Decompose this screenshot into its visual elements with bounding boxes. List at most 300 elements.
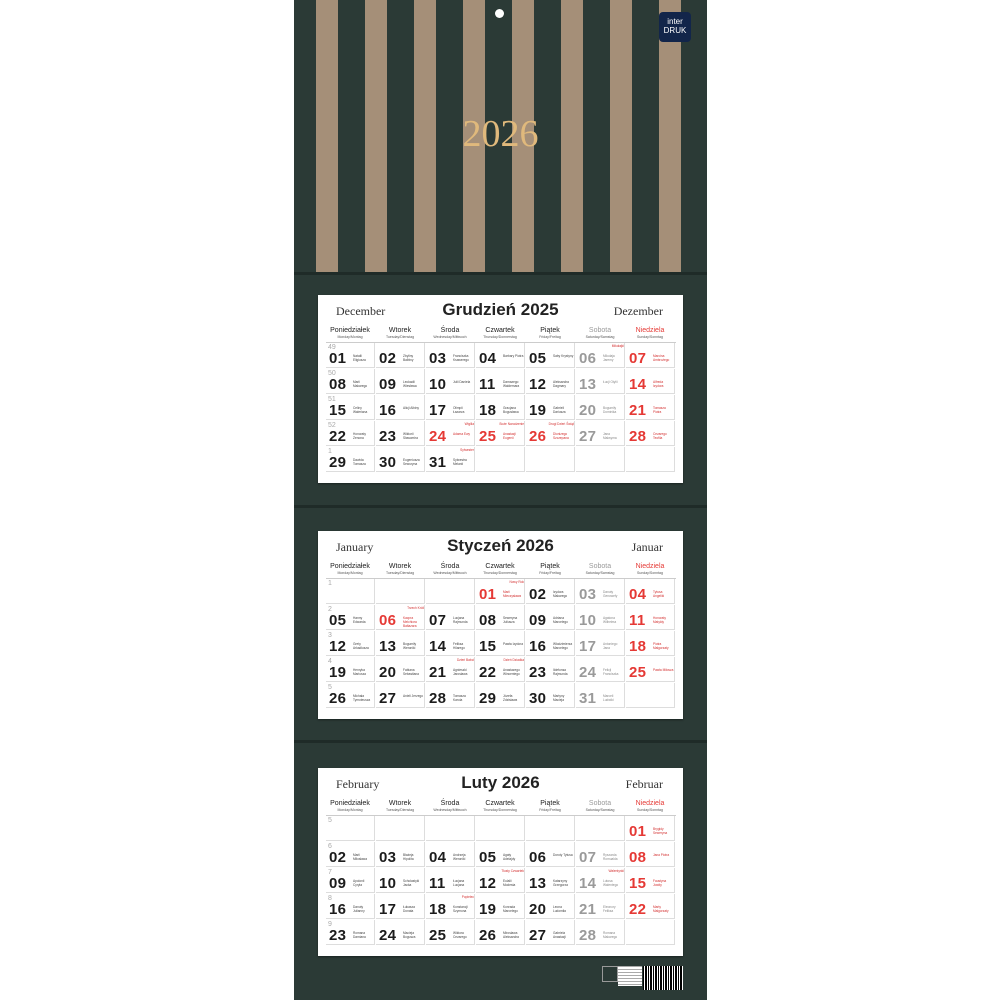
day-number: 17 bbox=[379, 901, 397, 918]
month-title-de: Januar bbox=[631, 540, 663, 554]
holiday-label: Walentynki bbox=[608, 869, 624, 873]
day-cell bbox=[426, 894, 475, 919]
day-cell bbox=[476, 842, 525, 867]
day-number: 19 bbox=[529, 402, 547, 419]
weekday-name: Piątek bbox=[540, 800, 560, 807]
day-cell bbox=[426, 369, 475, 394]
day-cell bbox=[626, 343, 675, 368]
holiday-label: Boże Narodzenie bbox=[499, 422, 524, 426]
day-number: 27 bbox=[579, 428, 597, 445]
name-day: Gabriela Anastazji bbox=[553, 931, 566, 939]
day-cell bbox=[426, 842, 475, 867]
day-number: 20 bbox=[529, 901, 547, 918]
name-day: Dawida Tomasza bbox=[353, 458, 366, 466]
day-cell bbox=[376, 920, 425, 945]
day-cell bbox=[626, 842, 675, 867]
holiday-label: Sylwester bbox=[460, 448, 474, 452]
day-number: 30 bbox=[529, 690, 547, 707]
day-cell bbox=[476, 816, 525, 841]
day-cell bbox=[376, 868, 425, 893]
weekday-header bbox=[426, 327, 474, 340]
week-number: 9 bbox=[328, 921, 332, 928]
day-cell bbox=[576, 868, 625, 893]
day-number: 08 bbox=[479, 612, 497, 629]
hanging-hole bbox=[495, 9, 504, 18]
day-cell bbox=[376, 657, 425, 682]
name-day: Danuty Julianny bbox=[353, 905, 365, 913]
brand-logo bbox=[659, 12, 691, 42]
day-number: 27 bbox=[379, 690, 397, 707]
name-day: Wiktorii Sławomira bbox=[403, 432, 418, 440]
day-cell bbox=[426, 421, 475, 446]
day-cell bbox=[476, 631, 525, 656]
week-number: 51 bbox=[328, 396, 336, 403]
week-number: 4 bbox=[328, 658, 332, 665]
day-number: 19 bbox=[479, 901, 497, 918]
day-cell bbox=[476, 343, 525, 368]
day-number: 27 bbox=[529, 927, 547, 944]
month-title: Styczeń 2026 bbox=[447, 536, 554, 555]
month-header bbox=[318, 772, 683, 796]
day-number: 31 bbox=[579, 690, 597, 707]
name-day: Anieli Jerzego bbox=[403, 694, 424, 698]
month-header bbox=[318, 299, 683, 323]
name-day: Brygidy Seweryna bbox=[653, 827, 668, 835]
day-cell bbox=[476, 605, 525, 630]
day-cell bbox=[326, 683, 375, 708]
weekday-header bbox=[626, 563, 674, 576]
day-cell bbox=[526, 605, 575, 630]
day-number: 24 bbox=[429, 428, 447, 445]
name-day: Olimpii Łazarza bbox=[453, 406, 465, 414]
name-day: Aleksandra Dagmary bbox=[553, 380, 569, 388]
name-day: Gabrieli Dariusza bbox=[553, 406, 566, 414]
name-day: Jana Maksyma bbox=[603, 432, 617, 440]
name-day: Ryszarda Romualda bbox=[603, 853, 618, 861]
month-title-en: January bbox=[336, 540, 374, 554]
day-number: 16 bbox=[379, 402, 397, 419]
day-cell bbox=[626, 631, 675, 656]
day-number: 29 bbox=[329, 454, 347, 471]
weekday-name: Sobota bbox=[588, 800, 612, 807]
day-number: 24 bbox=[379, 927, 397, 944]
name-day: Pawła Miłosza bbox=[653, 668, 674, 672]
weekday-name: Środa bbox=[440, 800, 460, 807]
day-cell bbox=[376, 421, 425, 446]
weekday-name-translation: Friday/Freitag bbox=[539, 571, 561, 575]
name-day: Sylwestra Melanii bbox=[453, 458, 467, 466]
name-day: Barbary Piotra bbox=[503, 354, 524, 358]
name-day: Mirosława Aleksandra bbox=[503, 931, 519, 939]
name-day: Jana Piotra bbox=[653, 853, 670, 857]
day-number: 25 bbox=[479, 428, 497, 445]
weekday-name: Czwartek bbox=[485, 563, 515, 570]
day-cell bbox=[376, 683, 425, 708]
day-number: 29 bbox=[479, 690, 497, 707]
day-number: 07 bbox=[629, 350, 647, 367]
day-cell bbox=[576, 842, 625, 867]
day-cell bbox=[576, 894, 625, 919]
holiday-label: Tłusty Czwartek bbox=[501, 869, 524, 873]
day-cell bbox=[476, 395, 525, 420]
weekday-name: Niedziela bbox=[635, 327, 665, 334]
day-number: 09 bbox=[329, 875, 347, 892]
day-number: 22 bbox=[329, 428, 347, 445]
day-number: 02 bbox=[529, 586, 547, 603]
day-number: 22 bbox=[629, 901, 647, 918]
day-number: 13 bbox=[379, 638, 397, 655]
day-number: 03 bbox=[579, 586, 597, 603]
day-number: 11 bbox=[479, 376, 496, 393]
weekday-header bbox=[576, 563, 624, 576]
name-day: Agatona Wilhelma bbox=[603, 616, 617, 624]
weekday-header bbox=[326, 800, 374, 813]
day-cell bbox=[426, 579, 475, 604]
day-number: 11 bbox=[629, 612, 646, 629]
day-number: 06 bbox=[529, 849, 547, 866]
name-day: Łucji Otylii bbox=[603, 380, 618, 384]
day-cell bbox=[376, 579, 425, 604]
day-cell bbox=[526, 447, 575, 472]
day-cell bbox=[326, 343, 375, 368]
day-number: 14 bbox=[579, 875, 597, 892]
day-number: 17 bbox=[579, 638, 597, 655]
name-day: Kacpra Melchiora Baltazara bbox=[403, 616, 417, 628]
day-cell bbox=[526, 343, 575, 368]
name-day: Macieja Bogusza bbox=[403, 931, 416, 939]
weekday-header bbox=[476, 327, 524, 340]
name-day: Romana Makarego bbox=[603, 931, 618, 939]
weekday-name: Wtorek bbox=[388, 327, 412, 334]
day-number: 24 bbox=[579, 664, 597, 681]
day-grid bbox=[326, 815, 676, 946]
day-number: 05 bbox=[529, 350, 547, 367]
day-number: 04 bbox=[479, 350, 497, 367]
day-cell bbox=[626, 369, 675, 394]
name-day: Piotra Małgorzaty bbox=[653, 642, 669, 650]
day-cell bbox=[326, 920, 375, 945]
day-number: 08 bbox=[329, 376, 347, 393]
day-number: 18 bbox=[629, 638, 647, 655]
week-number: 50 bbox=[328, 370, 336, 377]
day-grid bbox=[326, 342, 676, 473]
name-day: Bogumiły Dominika bbox=[603, 406, 617, 414]
day-number: 12 bbox=[479, 875, 497, 892]
day-number: 17 bbox=[429, 402, 447, 419]
day-number: 14 bbox=[629, 376, 647, 393]
weekday-header-row bbox=[326, 327, 676, 341]
day-cell bbox=[426, 868, 475, 893]
day-cell bbox=[526, 683, 575, 708]
day-number: 23 bbox=[329, 927, 347, 944]
weekday-name: Sobota bbox=[588, 563, 612, 570]
day-number: 06 bbox=[379, 612, 397, 629]
weekday-name: Środa bbox=[440, 563, 460, 570]
name-day: Lutosa Walentego bbox=[603, 879, 619, 887]
name-day: Scholastyki Jacka bbox=[403, 879, 420, 887]
day-number: 20 bbox=[379, 664, 397, 681]
day-number: 09 bbox=[379, 376, 397, 393]
day-cell bbox=[476, 447, 525, 472]
name-day: Ildefonsa Rajmunda bbox=[553, 668, 568, 676]
day-cell bbox=[376, 631, 425, 656]
name-day: Marii Makarego bbox=[353, 380, 368, 388]
day-cell bbox=[326, 421, 375, 446]
day-cell bbox=[326, 605, 375, 630]
weekday-name-translation: Friday/Freitag bbox=[539, 808, 561, 812]
week-number: 1 bbox=[328, 580, 332, 587]
name-day: Damazego Waldemara bbox=[503, 380, 520, 388]
day-cell bbox=[426, 920, 475, 945]
recycle-icon bbox=[602, 966, 618, 982]
day-cell bbox=[376, 343, 425, 368]
weekday-header bbox=[326, 327, 374, 340]
weekday-header bbox=[526, 327, 574, 340]
name-day: Agaty Adelajdy bbox=[503, 853, 516, 861]
name-day: Włodzimierza Marcelego bbox=[553, 642, 573, 650]
name-day: Alicji Albiny bbox=[403, 406, 419, 410]
name-day: Łucjana Lucjana bbox=[453, 879, 465, 887]
weekday-name: Piątek bbox=[540, 327, 560, 334]
day-cell bbox=[626, 894, 675, 919]
divider-band bbox=[294, 505, 707, 508]
barcode-icon bbox=[643, 966, 683, 990]
week-number: 2 bbox=[328, 606, 332, 613]
week-number: 1 bbox=[328, 448, 332, 455]
day-cell bbox=[526, 816, 575, 841]
name-day: Marcina Ambrożego bbox=[653, 354, 670, 362]
day-number: 05 bbox=[479, 849, 497, 866]
day-number: 10 bbox=[379, 875, 397, 892]
weekday-header bbox=[476, 563, 524, 576]
weekday-header bbox=[376, 327, 424, 340]
weekday-name-translation: Sunday/Sonntag bbox=[637, 808, 663, 812]
day-cell bbox=[376, 447, 425, 472]
weekday-header bbox=[376, 563, 424, 576]
day-number: 15 bbox=[329, 402, 347, 419]
weekday-name: Sobota bbox=[588, 327, 612, 334]
day-cell bbox=[526, 421, 575, 446]
name-day: Saby Krystyny bbox=[553, 354, 574, 358]
day-number: 21 bbox=[429, 664, 447, 681]
name-day: Grety Arkadiusza bbox=[353, 642, 369, 650]
name-day: Marii Mieczysława bbox=[503, 590, 522, 598]
name-day: Gracjana Bogusława bbox=[503, 406, 519, 414]
name-day: Anastazji Eugenii bbox=[503, 432, 516, 440]
week-number: 52 bbox=[328, 422, 336, 429]
name-day: Celiny Walerianа bbox=[353, 406, 368, 414]
weekday-header bbox=[426, 800, 474, 813]
day-cell bbox=[576, 421, 625, 446]
day-number: 25 bbox=[629, 664, 647, 681]
name-day: Feliksa Hilarego bbox=[453, 642, 465, 650]
weekday-name-translation: Friday/Freitag bbox=[539, 335, 561, 339]
day-number: 18 bbox=[429, 901, 447, 918]
day-number: 30 bbox=[379, 454, 397, 471]
weekday-name-translation: Saturday/Samstag bbox=[585, 808, 615, 812]
name-day: Agnieszki Jarosława bbox=[453, 668, 468, 676]
name-day: Konstancji Szymona bbox=[453, 905, 468, 913]
day-number: 01 bbox=[329, 350, 347, 367]
month-header bbox=[318, 535, 683, 559]
name-day: Apolonii Cyryla bbox=[353, 879, 365, 887]
day-number: 19 bbox=[329, 664, 347, 681]
weekday-name-translation: Monday/Montag bbox=[337, 571, 363, 575]
divider-band bbox=[294, 272, 707, 275]
day-cell bbox=[626, 395, 675, 420]
day-number: 12 bbox=[329, 638, 347, 655]
day-number: 04 bbox=[429, 849, 447, 866]
day-cell bbox=[376, 369, 425, 394]
day-cell bbox=[626, 816, 675, 841]
day-cell bbox=[626, 447, 675, 472]
weekday-header bbox=[376, 800, 424, 813]
name-day: Tomasza Piotra bbox=[653, 406, 666, 414]
day-cell bbox=[526, 369, 575, 394]
weekday-name: Niedziela bbox=[635, 800, 665, 807]
day-cell bbox=[526, 842, 575, 867]
weekday-name-translation: Tuesday/Dienstag bbox=[385, 335, 415, 339]
weekday-header bbox=[626, 800, 674, 813]
week-number: 8 bbox=[328, 895, 332, 902]
weekday-name-translation: Tuesday/Dienstag bbox=[385, 808, 415, 812]
name-day: Honoraty Zenona bbox=[353, 432, 366, 440]
fine-print bbox=[618, 966, 642, 986]
day-cell bbox=[576, 343, 625, 368]
weekday-name: Piątek bbox=[540, 563, 560, 570]
day-number: 25 bbox=[429, 927, 447, 944]
day-cell bbox=[476, 868, 525, 893]
name-day: Pawła Izydora bbox=[503, 642, 524, 646]
month-title-de: Dezember bbox=[613, 304, 663, 318]
name-day: Marty Małgorzaty bbox=[653, 905, 669, 913]
cover-year: 2026 bbox=[462, 113, 539, 155]
day-number: 03 bbox=[379, 849, 397, 866]
day-number: 28 bbox=[579, 927, 597, 944]
day-number: 10 bbox=[579, 612, 597, 629]
day-cell bbox=[426, 631, 475, 656]
day-number: 11 bbox=[429, 875, 446, 892]
name-day: Honoraty Matyldy bbox=[653, 616, 666, 624]
day-number: 21 bbox=[579, 901, 597, 918]
holiday-label: Wigilia bbox=[464, 422, 474, 426]
day-number: 13 bbox=[529, 875, 547, 892]
day-cell bbox=[426, 605, 475, 630]
week-number: 5 bbox=[328, 817, 332, 824]
day-number: 15 bbox=[629, 875, 647, 892]
day-number: 28 bbox=[429, 690, 447, 707]
weekday-name-translation: Wednesday/Mittwoch bbox=[433, 335, 467, 339]
week-number: 5 bbox=[328, 684, 332, 691]
day-cell bbox=[576, 920, 625, 945]
day-cell bbox=[526, 894, 575, 919]
day-number: 23 bbox=[529, 664, 547, 681]
name-day: Marii Miłosława bbox=[353, 853, 367, 861]
name-day: Danuty Genowefy bbox=[603, 590, 618, 598]
weekday-header bbox=[576, 800, 624, 813]
day-cell bbox=[476, 920, 525, 945]
month-sheet bbox=[318, 295, 683, 483]
name-day: Adriana Marcelego bbox=[553, 616, 568, 624]
day-cell bbox=[476, 894, 525, 919]
name-day: Anastazego Wincentego bbox=[503, 668, 520, 676]
day-number: 15 bbox=[479, 638, 497, 655]
day-cell bbox=[376, 894, 425, 919]
name-day: Fabiana Sebastiana bbox=[403, 668, 419, 676]
day-number: 22 bbox=[479, 664, 497, 681]
holiday-label: Popielec bbox=[461, 895, 474, 899]
name-day: Michała Tymoteusza bbox=[353, 694, 371, 702]
day-number: 31 bbox=[429, 454, 447, 471]
day-cell bbox=[576, 605, 625, 630]
weekday-header bbox=[326, 563, 374, 576]
day-number: 05 bbox=[329, 612, 347, 629]
name-day: Konrada Marcelego bbox=[503, 905, 518, 913]
weekday-name-translation: Tuesday/Dienstag bbox=[385, 571, 415, 575]
day-cell bbox=[326, 868, 375, 893]
day-cell bbox=[626, 657, 675, 682]
day-cell bbox=[426, 395, 475, 420]
day-number: 06 bbox=[579, 350, 597, 367]
day-number: 20 bbox=[579, 402, 597, 419]
name-day: Seweryna Juliusza bbox=[503, 616, 518, 624]
weekday-header-row bbox=[326, 800, 676, 814]
day-cell bbox=[326, 816, 375, 841]
month-title-de: Februar bbox=[625, 777, 663, 791]
name-day: Eulalii Modesta bbox=[503, 879, 516, 887]
day-cell bbox=[326, 657, 375, 682]
name-day: Leona Ludomiła bbox=[553, 905, 566, 913]
day-cell bbox=[626, 421, 675, 446]
holiday-label: Trzech Króli bbox=[407, 606, 424, 610]
day-number: 08 bbox=[629, 849, 647, 866]
day-number: 13 bbox=[579, 376, 597, 393]
month-title-en: December bbox=[336, 304, 386, 318]
holiday-label: Mikołajki bbox=[611, 344, 624, 348]
day-cell bbox=[426, 657, 475, 682]
name-day: Julii Daniela bbox=[453, 380, 471, 384]
day-number: 14 bbox=[429, 638, 447, 655]
weekday-name: Poniedziałek bbox=[330, 563, 370, 570]
name-day: Eugeniusza Sewuryna bbox=[403, 458, 420, 466]
day-number: 16 bbox=[529, 638, 547, 655]
brand-logo-line2: DRUK bbox=[663, 26, 687, 35]
day-cell bbox=[576, 683, 625, 708]
day-cell bbox=[576, 657, 625, 682]
day-cell bbox=[576, 447, 625, 472]
name-day: Eleonory Feliksa bbox=[603, 905, 616, 913]
day-cell bbox=[476, 369, 525, 394]
day-number: 02 bbox=[329, 849, 347, 866]
month-title: Luty 2026 bbox=[461, 773, 540, 792]
day-number: 07 bbox=[429, 612, 447, 629]
weekday-header bbox=[576, 327, 624, 340]
day-cell bbox=[476, 683, 525, 708]
holiday-label: Dzień Dziadka bbox=[503, 658, 524, 662]
weekday-header bbox=[526, 563, 574, 576]
name-day: Martyny Macieja bbox=[553, 694, 565, 702]
day-cell bbox=[576, 395, 625, 420]
weekday-name-translation: Saturday/Samstag bbox=[585, 571, 615, 575]
weekday-name: Niedziela bbox=[635, 563, 665, 570]
holiday-label: Nowy Rok bbox=[509, 580, 524, 584]
divider-band bbox=[294, 740, 707, 743]
weekday-name-translation: Thursday/Donnerstag bbox=[483, 571, 517, 575]
day-cell bbox=[326, 894, 375, 919]
name-day: Łukasza Donata bbox=[403, 905, 415, 913]
day-number: 12 bbox=[529, 376, 547, 393]
name-day: Katarzyny Grzegorza bbox=[553, 879, 568, 887]
